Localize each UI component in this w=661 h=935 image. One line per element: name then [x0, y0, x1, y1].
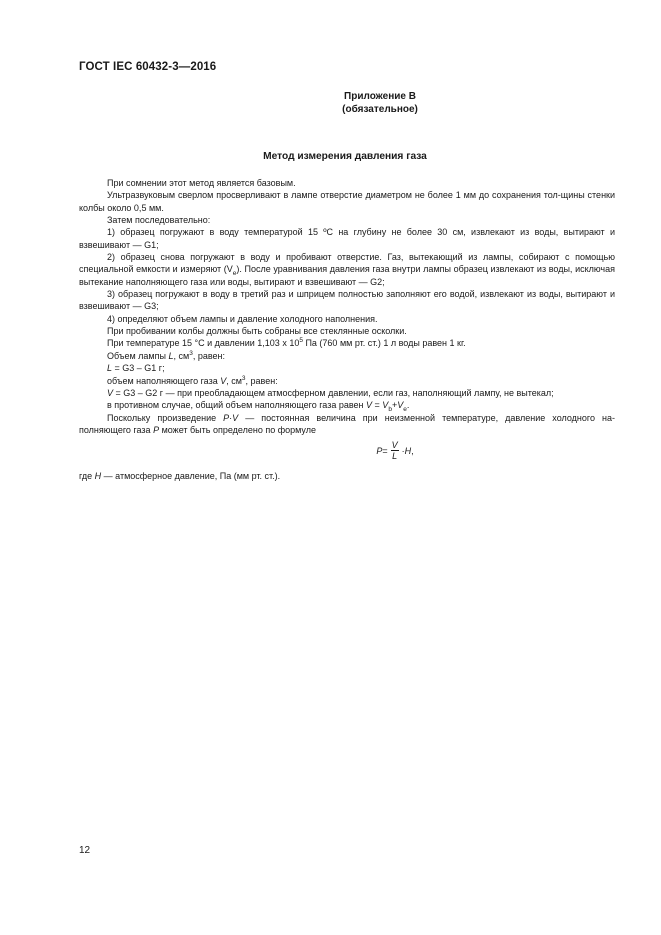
superscript: 5 — [299, 337, 303, 345]
formula-equals: = — [382, 445, 388, 456]
paragraph: Ультразвуковым сверлом просверливают в лампе отверстие диаметром не более 1 мм до сохранения тол-щины стенки колбы около 0,5 мм. — [79, 190, 615, 213]
section-title: Метод измерения давления газа — [263, 151, 427, 162]
paragraph — [79, 470, 615, 482]
document-body — [79, 177, 615, 483]
variable: V — [382, 400, 389, 411]
text-fragment: 2) образец снова погружают в воду и пробивают отверстие. Газ, вытекающий из лампы, собирают с помощью специальной емкости и измеряют (V — [79, 252, 615, 275]
paragraph — [79, 350, 615, 362]
paragraph: 4) определяют объем лампы и давление холодного наполнения. — [107, 313, 378, 324]
text-fragment: , равен: — [192, 350, 225, 361]
paragraph: При пробивании колбы должны быть собраны все стеклянные осколки. — [107, 326, 407, 337]
text-fragment: , см — [226, 375, 242, 386]
page-number: 12 — [79, 845, 91, 856]
subscript: e — [403, 405, 407, 413]
text-fragment: — атмосферное давление, Па (мм рт. ст.). — [101, 471, 281, 482]
text-fragment: = G3 – G2 г — при преобладающем атмосферном давлении, если газ, наполняющий лампу, не вытекал; — [113, 387, 554, 398]
paragraph: 1) образец погружают в воду температурой 15 ºС на глубину не более 30 см, извлекают из воды, вытирают и взвешивают — G1; — [79, 227, 615, 250]
paragraph — [79, 362, 615, 374]
variable: P·V — [223, 412, 239, 423]
text-fragment: + — [391, 400, 398, 411]
appendix-heading — [230, 90, 530, 116]
text-fragment: ). После уравнивания давления газа внутри лампы образец извлекают из воды, исключая вытекание наполняющего газа или воды, вытирают и взвешивают — G2; — [79, 264, 616, 287]
variable: V — [220, 375, 227, 386]
variable: V — [107, 387, 114, 398]
paragraph — [79, 412, 615, 437]
paragraph — [79, 337, 615, 349]
text-fragment: объем наполняющего газа — [107, 375, 221, 386]
text-fragment: = G3 – G1 г; — [112, 363, 165, 374]
formula-denominator: L — [392, 451, 398, 462]
text-fragment: Поскольку произведение — [107, 412, 224, 423]
variable: P — [153, 424, 160, 435]
formula-numerator: V — [391, 440, 398, 451]
superscript: 3 — [189, 349, 193, 357]
superscript: 3 — [241, 374, 246, 382]
text-fragment: . — [406, 400, 410, 411]
formula-fraction — [391, 440, 399, 461]
paragraph — [79, 387, 615, 399]
variable: L — [107, 363, 113, 374]
appendix-title: Приложение В — [344, 91, 416, 102]
formula-lhs: P — [376, 445, 383, 456]
paragraph — [79, 251, 615, 288]
document-header: ГОСТ IEC 60432-3—2016 — [79, 61, 217, 73]
variable: V — [397, 400, 404, 411]
text-fragment: Па (760 мм рт. ст.) 1 л воды равен 1 кг. — [302, 338, 466, 349]
text-fragment: = — [372, 400, 383, 411]
formula-h: H — [404, 445, 412, 456]
paragraph: 3) образец погружают в воду в третий раз и шприцем полностью заполняют его водой, извлекают из воды, вытирают и взвешивают — G3; — [79, 289, 615, 312]
subscript: e — [232, 270, 237, 278]
variable: L — [168, 350, 174, 361]
appendix-status: (обязательное) — [342, 104, 418, 115]
text-fragment: , равен: — [245, 375, 278, 386]
variable: H — [94, 471, 102, 482]
paragraph: При сомнении этот метод является базовым. — [107, 178, 296, 188]
text-fragment: , см — [173, 350, 190, 361]
text-fragment: При температуре 15 °С и давлении 1,103 х 10 — [107, 338, 300, 349]
variable: V — [366, 400, 373, 411]
formula-dot: · — [401, 445, 405, 456]
formula-comma: , — [411, 445, 414, 456]
text-fragment: где — [79, 471, 95, 482]
pressure-formula — [175, 440, 615, 464]
paragraph: Затем последовательно: — [107, 215, 211, 226]
text-fragment: Объем лампы — [107, 350, 169, 361]
text-fragment: может быть определено по формуле — [159, 424, 316, 435]
paragraph — [79, 399, 615, 411]
text-fragment: — постоянная величина при неизменной температуре, давление холодного на-полняющего газа — [79, 412, 615, 435]
paragraph — [79, 375, 615, 387]
text-fragment: в противном случае, общий объем наполняющего газа равен — [107, 400, 367, 411]
subscript: b — [388, 405, 392, 413]
